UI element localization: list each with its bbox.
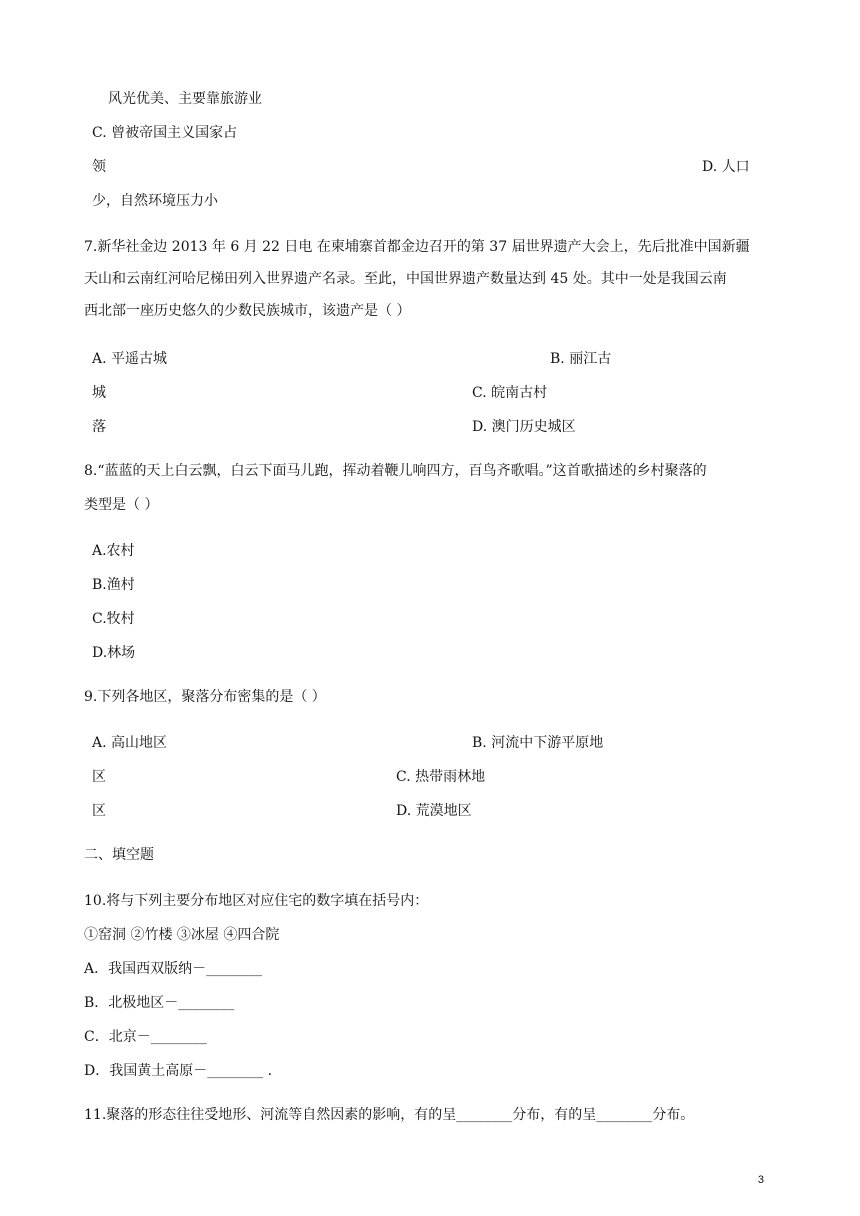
q11-stem: 11.聚落的形态往往受地形、河流等自然因素的影响，有的呈________分布，有的呈________分布。 [84,1107,695,1123]
q8-option-d: D.林场 [92,645,136,661]
q7-stem-line3: 西北部一座历史悠久的少数民族城市，该遗产是（ ） [84,303,411,319]
q7-option-a: A. 平遥古城 [92,351,168,367]
q10-blank-d: D．我国黄土高原－________ . [84,1063,273,1079]
q7-option-c-cont: 落 [92,419,106,435]
q10-blank-b: B．北极地区－________ [84,995,235,1011]
q6-line3: 领 [92,159,106,175]
q6-line1: 风光优美、主要靠旅游业 [108,91,262,107]
q9-option-b: B. 河流中下游平原地 [472,735,604,751]
q7-option-b: B. 丽江古 [550,351,612,367]
q10-blank-c: C．北京－________ [84,1029,207,1045]
q9-option-c-cont: 区 [92,803,106,819]
q6-line4: 少，自然环境压力小 [92,193,218,209]
q10-choices: ①窑洞 ②竹楼 ③冰屋 ④四合院 [84,927,280,943]
q8-option-a: A.农村 [92,543,135,559]
q7-stem-line2: 天山和云南红河哈尼梯田列入世界遗产名录。至此，中国世界遗产数量达到 45 处。其中一处是我国云南 [84,271,727,287]
q9-stem: 9.下列各地区，聚落分布密集的是（ ） [84,689,326,705]
q10-blank-a: A．我国西双版纳－________ [84,961,263,977]
q7-option-b-cont: 城 [92,385,106,401]
q7-stem-line1: 7.新华社金边 2013 年 6 月 22 日电 在柬埔寨首都金边召开的第 37 届世界遗产大会上，先后批准中国新疆 [84,239,750,255]
q10-stem: 10.将与下列主要分布地区对应住宅的数字填在括号内： [84,893,429,909]
q8-stem-line1: 8.“蓝蓝的天上白云飘，白云下面马儿跑，挥动着鞭儿响四方，百鸟齐歌唱。”这首歌描述的乡村聚落的 [84,463,707,479]
q9-option-b-cont: 区 [92,769,106,785]
q6-option-c: C. 曾被帝国主义国家占 [92,125,238,141]
page-number: 3 [757,1174,764,1186]
q8-option-b: B.渔村 [92,577,135,593]
q8-option-c: C.牧村 [92,611,135,627]
q8-stem-line2: 类型是（ ） [84,497,159,513]
q9-option-a: A. 高山地区 [92,735,168,751]
q6-option-d: D. 人口 [702,159,750,175]
q7-option-c: C. 皖南古村 [472,385,548,401]
q7-option-d: D. 澳门历史城区 [472,419,576,435]
q9-option-d: D. 荒漠地区 [396,803,472,819]
section-heading: 二、填空题 [84,847,154,863]
q9-option-c: C. 热带雨林地 [396,769,486,785]
